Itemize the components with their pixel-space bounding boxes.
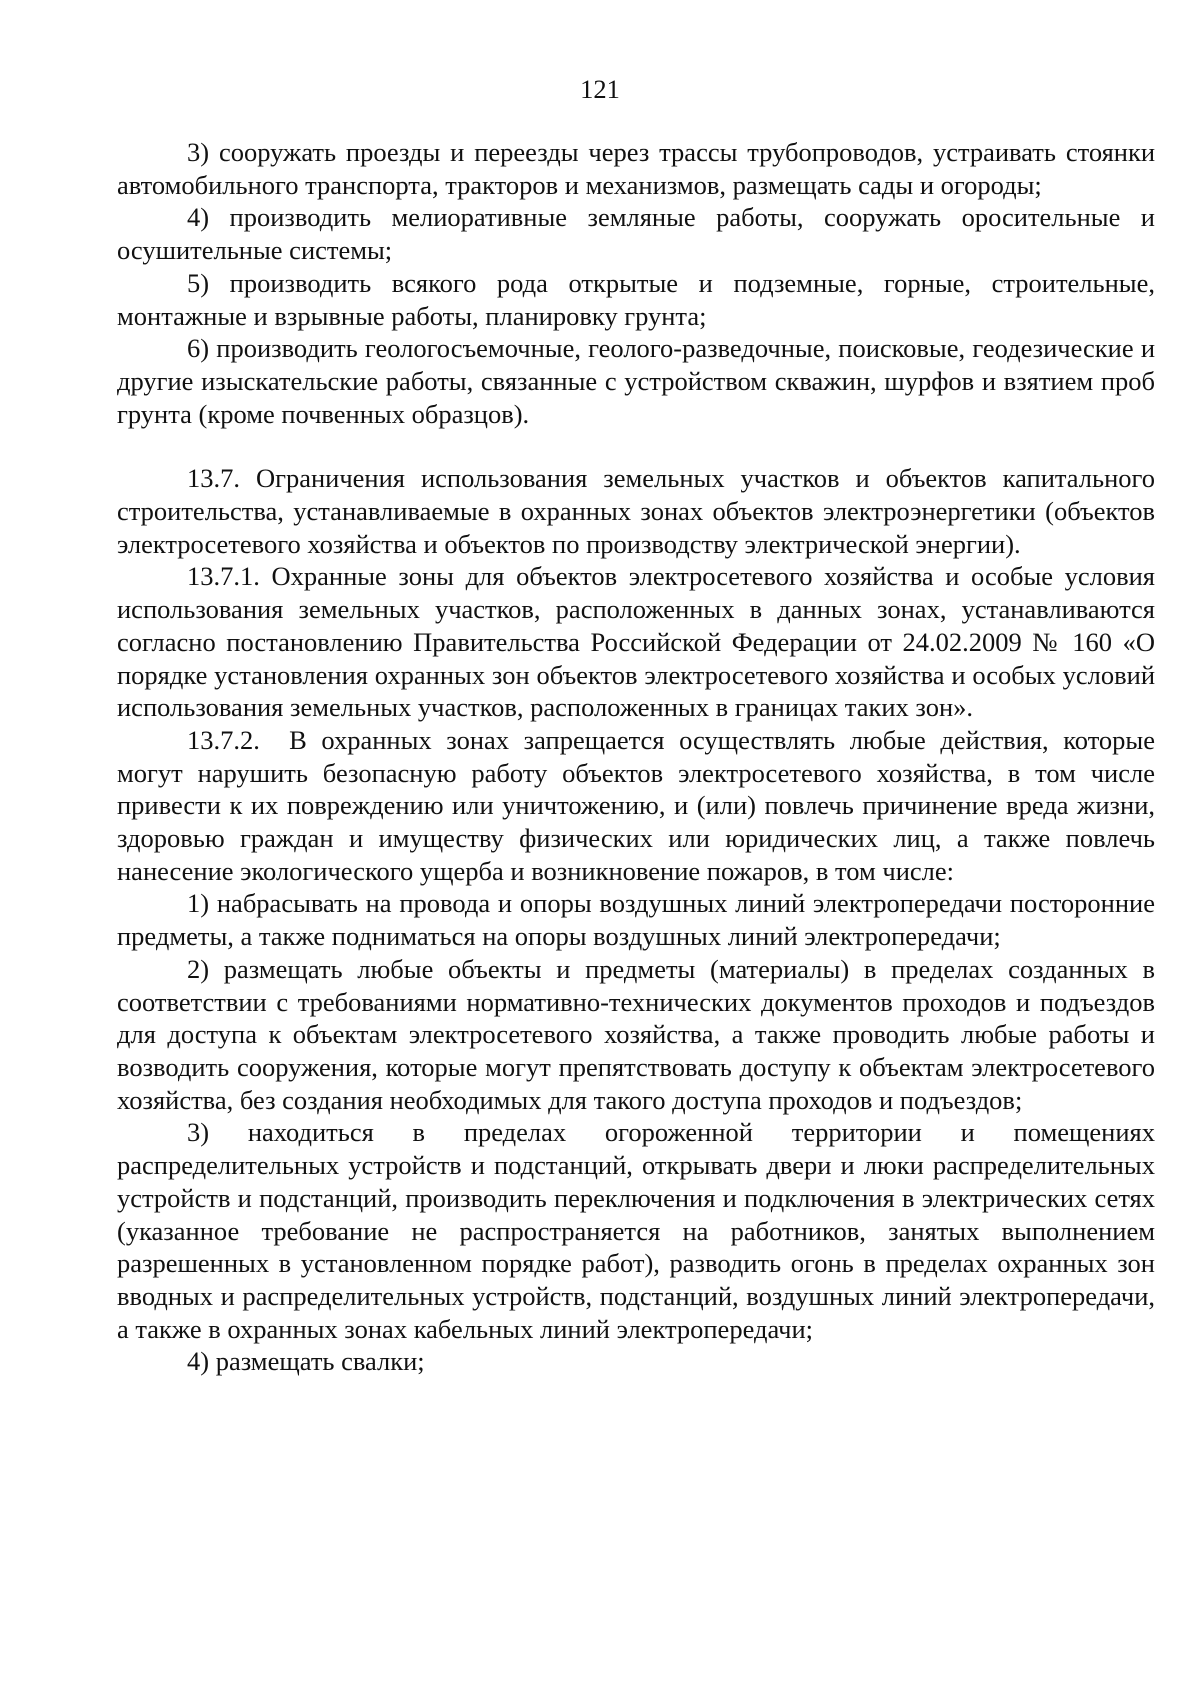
- list-item-6-survey-works: 6) производить геологосъемочные, геолого-разведочные, поисковые, геодезические и другие изыскательские работы, связанные с устройством скважин, шурфов и взятием проб грунта (кроме почвенных образцов).: [117, 333, 1155, 429]
- list-item-4-dumps: 4) размещать свалки;: [187, 1346, 425, 1377]
- page-number: 121: [580, 74, 620, 104]
- list-item-1-foreign-objects: 1) набрасывать на провода и опоры воздушных линий электропередачи посторонние предметы, а также подниматься на опоры воздушных линий электропередачи;: [117, 888, 1155, 952]
- list-item-3-passages: 3) сооружать проезды и переезды через трассы трубопроводов, устраивать стоянки автомобильного транспорта, тракторов и механизмов, размещать сады и огороды;: [117, 137, 1155, 200]
- section-spacer: [117, 430, 1155, 462]
- clause-13-7-1: 13.7.1. Охранные зоны для объектов электросетевого хозяйства и особые условия использования земельных участков, расположенных в данных зонах, устанавливаются согласно постановлению Правительства Российской Федерации от 24.02.2009 № 160 «О порядке установления охранных зон объектов электросетевого хозяйства и особых условий использования земельных участков, расположенных в границах таких зон».: [117, 561, 1155, 723]
- list-item-4-land-reclamation: 4) производить мелиоративные земляные работы, сооружать оросительные и осушительные системы;: [117, 202, 1155, 266]
- document-body: [117, 136, 1155, 1378]
- list-item-5-excavation-works: 5) производить всякого рода открытые и подземные, горные, строительные, монтажные и взрывные работы, планировку грунта;: [117, 267, 1155, 331]
- clause-13-7-2: 13.7.2. В охранных зонах запрещается осуществлять любые действия, которые могут нарушить безопасную работу объектов электросетевого хозяйства, в том числе привести к их повреждению или уничтожению, и (или) повлечь причинение вреда жизни, здоровью граждан и имуществу физических или юридических лиц, а также повлечь нанесение экологического ущерба и возникновение пожаров, в том числе:: [117, 724, 1155, 886]
- section-13-7-heading: 13.7. Ограничения использования земельных участков и объектов капитального строительства, устанавливаемые в охранных зонах объектов электроэнергетики (объектов электросетевого хозяйства и объектов по производству электрической энергии).: [117, 463, 1155, 559]
- list-item-2-placing-objects: 2) размещать любые объекты и предметы (материалы) в пределах созданных в соответствии с требованиями нормативно-технических документов проходов и подъездов для доступа к объектам электросетевого хозяйства, а также проводить любые работы и возводить сооружения, которые могут препятствовать доступу к объектам электросетевого хозяйства, без создания необходимых для такого доступа проходов и подъездов;: [117, 953, 1155, 1115]
- list-item-3-restricted-premises: 3) находиться в пределах огороженной территории и помещениях распределительных устройств и подстанций, открывать двери и люки распределительных устройств и подстанций, производить переключения и подключения в электрических сетях (указанное требование не распространяется на работников, занятых выполнением разрешенных в установленном порядке работ), разводить огонь в пределах охранных зон вводных и распределительных устройств, подстанций, воздушных линий электропередачи, а также в охранных зонах кабельных линий электропередачи;: [117, 1117, 1155, 1344]
